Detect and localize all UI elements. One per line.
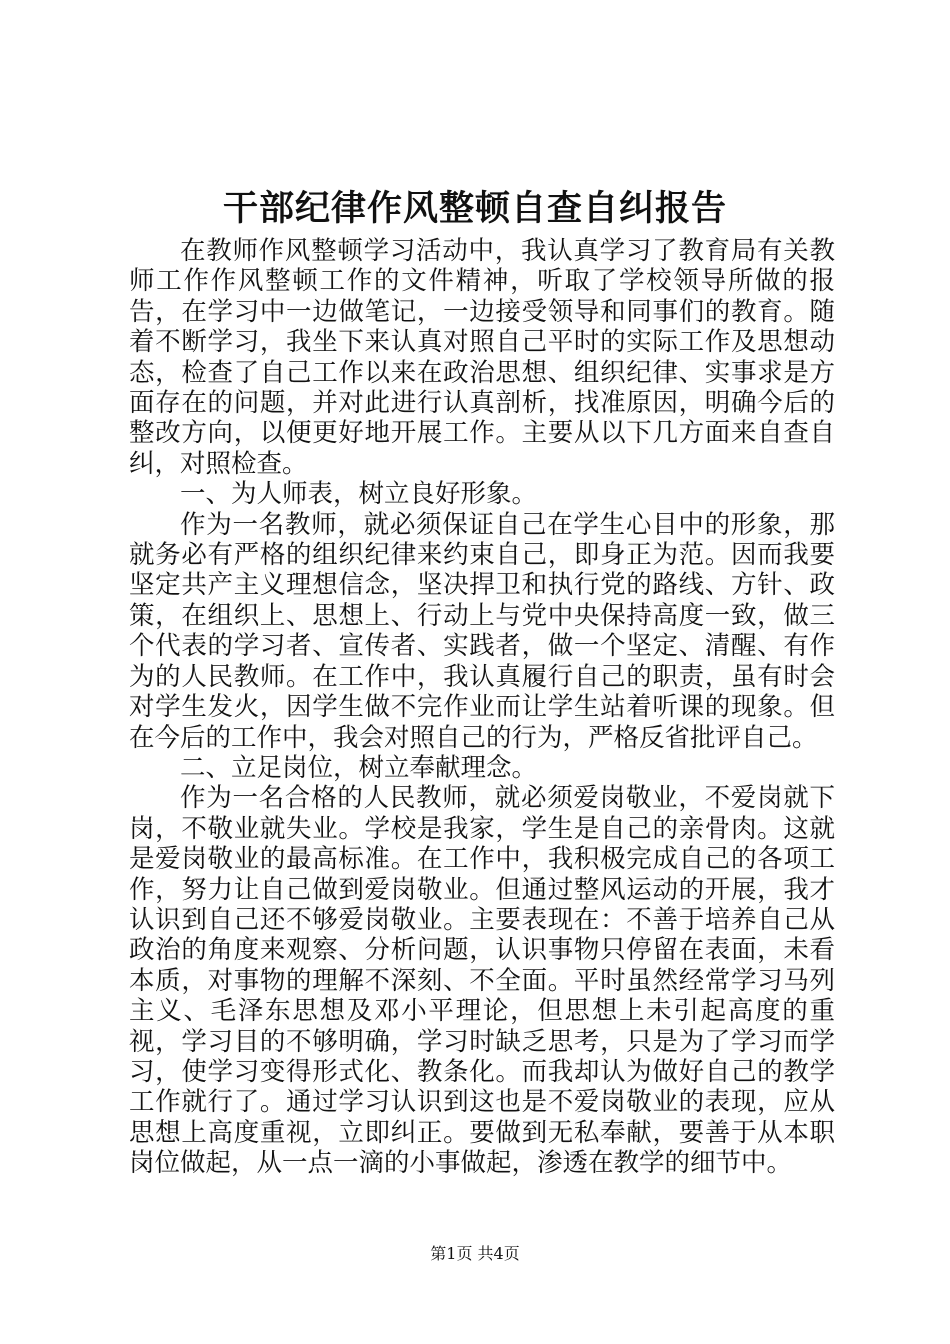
document-title: 干部纪律作风整顿自查自纠报告 — [222, 188, 727, 229]
section-1-paragraph: 作为一名教师，就必须保证自己在学生心目中的形象，那就务必有严格的组织纪律来约束自己，即身正为范。因而我要坚定共产主义理想信念，坚决捍卫和执行党的路线、方针、政策，在组织上、思想上、行动上与党中央保持高度一致，做三个代表的学习者、宣传者、实践者，做一个坚定、清醒、有作为的人民教师。在工作中，我认真履行自己的职责，虽有时会对学生发火，因学生做不完作业而让学生站着听课的现象。但在今后的工作中，我会对照自己的行为，严格反省批评自己。 — [129, 509, 835, 753]
section-2-paragraph: 作为一名合格的人民教师，就必须爱岗敬业，不爱岗就下岗，不敬业就失业。学校是我家，学生是自己的亲骨肉。这就是爱岗敬业的最高标准。在工作中，我积极完成自己的各项工作，努力让自己做到爱岗敬业。但通过整风运动的开展，我才认识到自己还不够爱岗敬业。主要表现在：不善于培养自己从政治的角度来观察、分析问题，认识事物只停留在表面，未看本质，对事物的理解不深刻、不全面。平时虽然经常学习马列主义、毛泽东思想及邓小平理论，但思想上未引起高度的重视，学习目的不够明确，学习时缺乏思考，只是为了学习而学习，使学习变得形式化、教条化。而我却认为做好自己的教学工作就行了。通过学习认识到这也是不爱岗敬业的表现，应从思想上高度重视，立即纠正。要做到无私奉献，要善于从本职岗位做起，从一点一滴的小事做起，渗透在教学的细节中。 — [129, 783, 835, 1179]
document-body — [129, 236, 835, 1179]
page-number-footer: 第1页 共4页 — [430, 1244, 520, 1263]
intro-paragraph: 在教师作风整顿学习活动中，我认真学习了教育局有关教师工作作风整顿工作的文件精神，听取了学校领导所做的报告，在学习中一边做笔记，一边接受领导和同事们的教育。随着不断学习，我坐下来认真对照自己平时的实际工作及思想动态，检查了自己工作以来在政治思想、组织纪律、实事求是方面存在的问题，并对此进行认真剖析，找准原因，明确今后的整改方向，以便更好地开展工作。主要从以下几方面来自查自纠，对照检查。 — [129, 236, 835, 479]
section-heading-1: 一、为人师表，树立良好形象。 — [180, 479, 538, 510]
section-heading-2: 二、立足岗位，树立奉献理念。 — [180, 752, 538, 783]
